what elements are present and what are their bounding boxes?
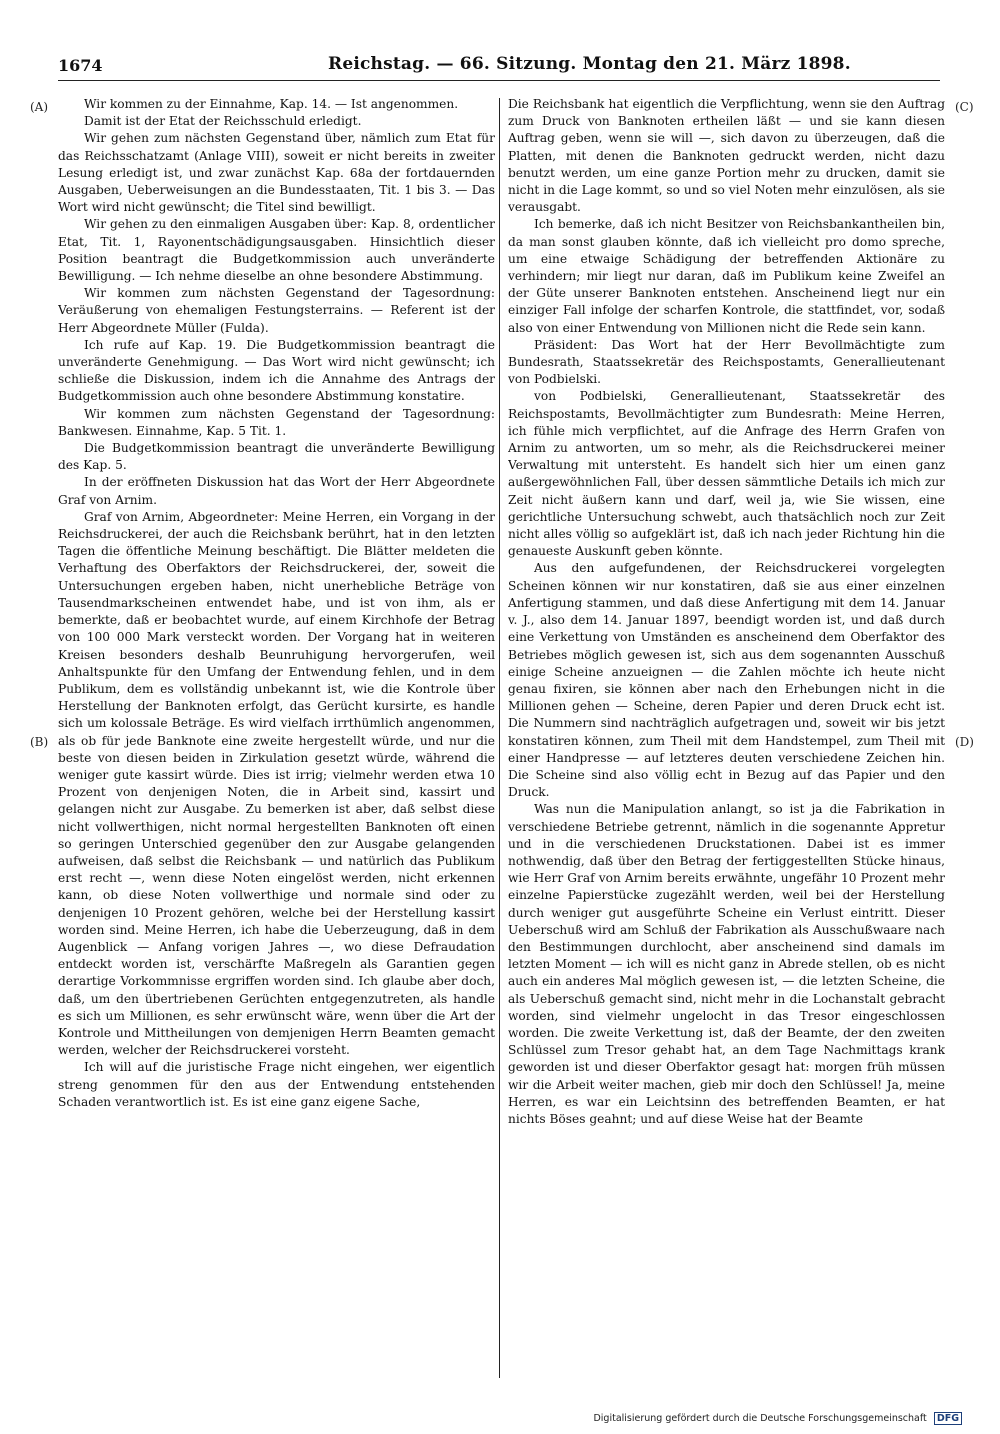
- speech-paragraph: von Podbielski, Generallieutenant, Staatssekretär des Reichspostamts, Bevollmächtigter zum Bundesrath: Meine Herren, ich fühle mich verpflichtet, auf die Anfrage des Herrn Grafen von Arnim zu antworten, um so mehr, als die Reichsdruckerei meiner Verwaltung mit untersteht. Es handelt sich hier um einen ganz außergewöhnlichen Fall, über dessen sämmtliche Details ich mich zur Zeit nicht äußern kann und darf, weil ja, wie Sie wissen, eine gerichtliche Untersuchung schwebt, auch thatsächlich noch zur Zeit nicht alles völlig so aufgeklärt ist, daß ich nach jeder Richtung hin die genaueste Auskunft geben könnte.: [508, 389, 945, 559]
- page-number: 1674: [58, 56, 103, 75]
- paragraph: Wir kommen zum nächsten Gegenstand der Tagesordnung: Veräußerung von ehemaligen Festungsterrains. — Referent ist der Herr Abgeordnete Müller (Fulda).: [58, 286, 495, 335]
- paragraph: In der eröffneten Diskussion hat das Wort der Herr Abgeordnete Graf von Arnim.: [58, 475, 495, 507]
- page-header: [58, 50, 940, 81]
- margin-marker-a: (A): [30, 100, 49, 114]
- paragraph: Ich rufe auf Kap. 19. Die Budgetkommission beantragt die unveränderte Genehmigung. — Das Wort wird nicht gewünscht; ich schließe die Diskussion, indem ich die Annahme des Antrags der Budgetkommission auch ohne besondere Abstimmung konstatire.: [58, 337, 495, 404]
- paragraph: Wir gehen zu den einmaligen Ausgaben über: Kap. 8, ordentlicher Etat, Tit. 1, Rayonentschädigungsausgaben. Hinsichtlich dieser Position beantragt die Budgetkommission auch unveränderte Bewilligung. — Ich nehme dieselbe an ohne besondere Abstimmung.: [58, 217, 495, 284]
- paragraph: Damit ist der Etat der Reichsschuld erledigt.: [84, 114, 362, 129]
- footer-text: Digitalisierung gefördert durch die Deutsche Forschungsgemeinschaft: [593, 1413, 927, 1424]
- dfg-logo: DFG: [934, 1412, 962, 1425]
- margin-marker-d: (D): [955, 735, 974, 749]
- margin-marker-c: (C): [955, 100, 974, 114]
- paragraph: Ich bemerke, daß ich nicht Besitzer von Reichsbankantheilen bin, da man sonst glauben könnte, daß ich vielleicht pro domo spreche, um eine etwaige Schädigung der betreffenden Aktionäre zu verhindern; mir liegt nur daran, daß im Publikum keine Zweifel an der Güte unserer Banknoten entstehen. Anscheinend liegt nur ein einziger Fall infolge der scharfen Kontrole, die stattfindet, vor, sodaß also von einer Entwendung von Millionen nicht die Rede sein kann.: [508, 217, 945, 335]
- paragraph: Wir kommen zu der Einnahme, Kap. 14. — Ist angenommen.: [84, 97, 459, 111]
- paragraph: Aus den aufgefundenen, der Reichsdruckerei vorgelegten Scheinen können wir nur konstatiren, daß sie aus einer einzelnen Anfertigung stammen, und daß diese Anfertigung mit dem 14. Januar v. J., also dem 14. Januar 1897, beendigt worden ist, und daß durch eine Verkettung von Umständen es anscheinend dem Oberfaktor des Betriebes möglich gewesen ist, sich aus dem sogenannten Ausschuß einige Scheine anzueignen — die Zahlen möchte ich heute nicht genau fixiren, sie können aber nach den Erhebungen nicht in die Millionen gehen — Scheine, deren Papier und deren Druck echt ist. Die Nummern sind nachträglich aufgetragen und, soweit wir bis jetzt konstatiren können, zum Theil mit dem Handstempel, zum Theil mit einer Handpresse — auf letzteres deuten verschiedene Zeichen hin. Die Scheine sind also völlig echt in Bezug auf das Papier und den Druck.: [508, 561, 945, 800]
- paragraph: Wir kommen zum nächsten Gegenstand der Tagesordnung: Bankwesen. Einnahme, Kap. 5 Tit. 1.: [58, 406, 495, 438]
- paragraph: Wir gehen zum nächsten Gegenstand über, nämlich zum Etat für das Reichsschatzamt (Anlage VIII), soweit er nicht bereits in zweiter Lesung erledigt ist, und zwar zunächst Kap. 68a der fortdauernden Ausgaben, Ueberweisungen an die Bundesstaaten, Tit. 1 bis 3. — Das Wort wird nicht gewünscht; die Titel sind bewilligt.: [58, 131, 495, 215]
- paragraph: Die Budgetkommission beantragt die unveränderte Bewilligung des Kap. 5.: [58, 441, 495, 473]
- left-column: [58, 96, 495, 1406]
- paragraph: Die Reichsbank hat eigentlich die Verpflichtung, wenn sie den Auftrag zum Druck von Banknoten ertheilen läßt — und sie kann diesen Auftrag geben, wenn sie will —, sich davon zu überzeugen, daß die Platten, mit denen die Banknoten gedruckt werden, nicht dazu benutzt werden, um eine ganze Portion mehr zu drucken, damit sie nicht in die Lage kommt, so und so viel Noten mehr einzulösen, als sie verausgabt.: [508, 97, 945, 215]
- paragraph: Was nun die Manipulation anlangt, so ist ja die Fabrikation in verschiedene Betriebe getrennt, nämlich in die sogenannte Appretur und in die verschiedenen Druckstationen. Dabei ist es immer nothwendig, daß über den Betrag der fertiggestellten Stücke hinaus, wie Herr Graf von Arnim bereits erwähnte, ungefähr 10 Prozent mehr einzelne Papierstücke zugezählt werden, weil bei der Herstellung durch weniger gut ausgeführte Scheine ein Verlust eintritt. Dieser Ueberschuß wird am Schluß der Fabrikation als Ausschußwaare nach den Bestimmungen durchlocht, aber anscheinend sind damals im letzten Moment — ich will es nicht ganz in Abrede stellen, ob es nicht auch ein anderes Mal möglich gewesen ist, — die letzten Scheine, die als Ueberschuß gemacht sind, nicht mehr in die Lochanstalt gebracht worden, sind vielmehr ungelocht in das Tresor eingeschlossen worden. Die zweite Verkettung ist, daß der Beamte, der den zweiten Schlüssel zum Tresor gehabt hat, an dem Tage Nachmittags krank geworden ist und dieser Oberfaktor gesagt hat: morgen früh müssen wir die Arbeit weiter machen, gieb mir doch den Schlüssel! Ja, meine Herren, es war ein Leichtsinn des betreffenden Beamten, er hat nichts Böses geahnt; und auf diese Weise hat der Beamte: [508, 802, 945, 1126]
- paragraph: Ich will auf die juristische Frage nicht eingehen, wer eigentlich streng genommen für den aus der Entwendung entstehenden Schaden verantwortlich ist. Es ist eine ganz eigene Sache,: [58, 1060, 495, 1109]
- right-column: [508, 96, 945, 1406]
- footer-credit: [593, 1412, 962, 1425]
- column-divider: [499, 98, 500, 1378]
- margin-marker-b: (B): [30, 735, 49, 749]
- speech-paragraph: Graf von Arnim, Abgeordneter: Meine Herren, ein Vorgang in der Reichsdruckerei, der auch die Reichsbank berührt, hat in den letzten Tagen die öffentliche Meinung beschäftigt. Die Blätter meldeten die Verhaftung des Oberfaktors der Reichsdruckerei, der, soweit die Untersuchungen ergeben haben, nicht unerhebliche Beträge von Tausendmarkscheinen entwendet habe, und ist von ihm, als er bemerkte, daß er beobachtet wurde, auf einem Kirchhofe der Betrag von 100 000 Mark versteckt worden. Der Vorgang hat in weiteren Kreisen besonders deshalb Beunruhigung hervorgerufen, weil Anhaltspunkte für den Umfang der Entwendung fehlen, und in dem Publikum, dem es vollständig unbekannt ist, wie die Kontrole über Herstellung der Banknoten erfolgt, das Gerücht kursirte, es handle sich um kolossale Beträge. Es wird vielfach irrthümlich angenommen, als ob für jede Banknote eine zweite hergestellt würde, und nur die beste von diesen beiden in Zirkulation gesetzt würde, während die weniger gute kassirt würde. Dies ist irrig; vielmehr werden etwa 10 Prozent von denjenigen Noten, die in Arbeit sind, kassirt und gelangen nicht zur Ausgabe. Zu bemerken ist aber, daß selbst diese nicht vollwerthigen, nicht normal hergestellten Banknoten oft einen so geringen Unterschied gegenüber den zur Ausgabe gelangenden aufweisen, daß selbst die Reichsbank — und natürlich das Publikum erst recht —, wenn diese Noten eingelöst werden, nicht erkennen kann, ob diese Noten vollwerthige und normale sind oder zu denjenigen 10 Prozent gehören, welche bei der Herstellung kassirt worden sind. Meine Herren, ich habe die Ueberzeugung, daß in dem Augenblick — Anfang vorigen Jahres —, wo diese Defraudation entdeckt worden ist, verschärfte Maßregeln als Garantien gegen derartige Vorkommnisse ergriffen worden sind. Ich glaube aber doch, daß, um den übertriebenen Gerüchten entgegenzutreten, als handle es sich um Millionen, es sehr erwünscht wäre, wenn über die Art der Kontrole und Mittheilungen von demjenigen Herrn Beamten gemacht werden, welcher der Reichsdruckerei vorsteht.: [58, 509, 495, 1058]
- speaker-paragraph: Präsident: Das Wort hat der Herr Bevollmächtigte zum Bundesrath, Staatssekretär des Reichspostamts, Generallieutenant von Podbielski.: [508, 337, 945, 387]
- running-title: Reichstag. — 66. Sitzung. Montag den 21. März 1898.: [328, 54, 851, 74]
